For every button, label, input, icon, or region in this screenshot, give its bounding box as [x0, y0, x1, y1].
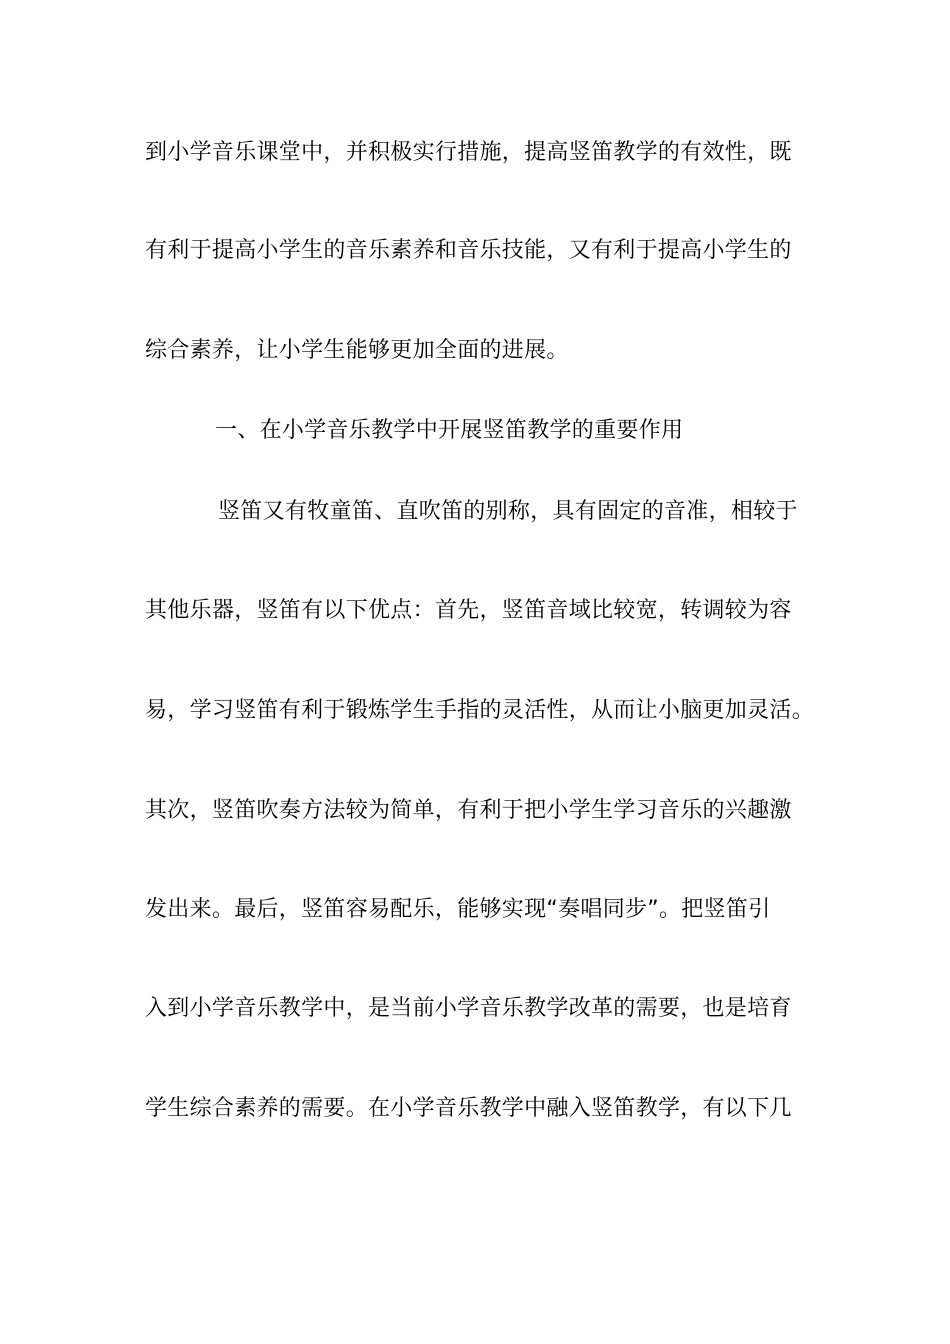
paragraph-line: 其次，竖笛吹奏方法较为简单，有利于把小学生学习音乐的兴趣激 — [145, 798, 792, 823]
paragraph-line: 入到小学音乐教学中，是当前小学音乐教学改革的需要，也是培育 — [145, 996, 792, 1021]
paragraph-line: 综合素养，让小学生能够更加全面的进展。 — [145, 338, 569, 363]
paragraph-line: 易，学习竖笛有利于锻炼学生手指的灵活性，从而让小脑更加灵活。 — [145, 698, 815, 723]
paragraph-line: 到小学音乐课堂中，并积极实行措施，提高竖笛教学的有效性，既 — [145, 140, 792, 165]
paragraph-line: 发出来。最后，竖笛容易配乐，能够实现“奏唱同步”。把竖笛引 — [145, 897, 771, 922]
paragraph-line: 其他乐器，竖笛有以下优点：首先，竖笛音域比较宽，转调较为容 — [145, 598, 792, 623]
section-heading: 一、在小学音乐教学中开展竖笛教学的重要作用 — [215, 418, 684, 443]
paragraph-line: 竖笛又有牧童笛、直吹笛的别称，具有固定的音准，相较于 — [218, 499, 798, 524]
paragraph-line: 有利于提高小学生的音乐素养和音乐技能，又有利于提高小学生的 — [145, 238, 792, 263]
paragraph-line: 学生综合素养的需要。在小学音乐教学中融入竖笛教学，有以下几 — [145, 1096, 792, 1121]
